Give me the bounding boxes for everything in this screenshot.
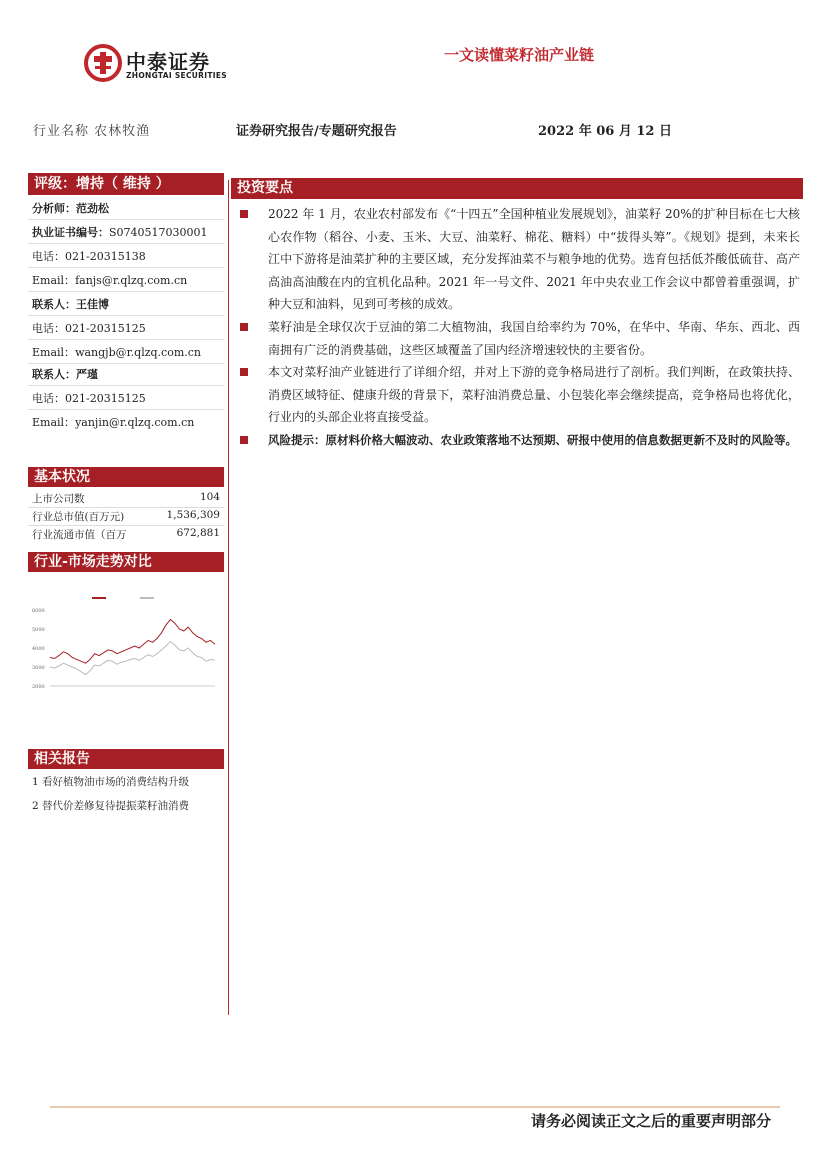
related-report-item[interactable]: 1 看好植物油市场的消费结构升级: [32, 776, 190, 788]
zhongtai-logo-icon: [84, 44, 122, 82]
rating-banner: 评级：增持（ 维持 ）: [28, 173, 224, 195]
trend-chart: [30, 588, 220, 718]
brand-name-cn: 中泰证券: [126, 50, 210, 74]
divider: [28, 385, 224, 386]
investment-bullets: [240, 203, 800, 452]
y-tick-label: 2000: [32, 684, 45, 690]
basic-row: 上市公司数 104: [32, 491, 220, 505]
footer-disclaimer: 请务必阅读正文之后的重要声明部分: [530, 1112, 771, 1130]
bullet-square-icon: [240, 368, 248, 376]
investment-title: 投资要点: [237, 180, 293, 196]
report-date: 2022 年 06 月 12 日: [538, 124, 672, 139]
email-line[interactable]: Email：wangjb@r.qlzq.com.cn: [32, 346, 202, 359]
bullet-item: 2022 年 1 月，农业农村部发布《“十四五”全国种植业发展规划》，油菜籽 20%的扩种目标在七大核心农作物（稻谷、小麦、玉米、大豆、油菜籽、棉花、糖料）中“拔得头筹”。《规划》提到，未来长江中下游将是油菜扩种的主要区域，充分发挥油菜不与粮争地的优势。选育包括低芥酸低硫苷、高产高油高油酸在内的宜机化品种。2021 年一号文件、2021 年中央农业工作会议中都曾着重强调，扩种大豆和油料，见到可考核的成效。: [240, 203, 800, 316]
contact-line: 联系人：王佳博: [32, 298, 109, 311]
divider: [28, 363, 224, 364]
related-reports-header: 相关报告: [28, 749, 224, 769]
basic-info-header: 基本状况: [28, 467, 224, 487]
y-tick-label: 5000: [32, 627, 45, 633]
y-tick-label: 6000: [32, 608, 45, 614]
divider: [28, 291, 224, 292]
phone-line: 电话：021-20315125: [32, 322, 146, 335]
related-report-item[interactable]: 2 替代价差修复待提振菜籽油消费: [32, 800, 190, 812]
contact-line: 联系人：严瑾: [32, 368, 98, 381]
investment-header: [231, 178, 803, 199]
divider: [28, 507, 224, 508]
divider: [28, 267, 224, 268]
report-type: 证券研究报告/专题研究报告: [236, 124, 397, 139]
industry-name: 行业名称 农林牧渔: [33, 124, 151, 139]
series-line-1: [50, 620, 215, 664]
plot-area: [50, 620, 215, 675]
bullet-square-icon: [240, 210, 248, 218]
phone-line: 电话：021-20315138: [32, 250, 146, 263]
y-tick-label: 4000: [32, 646, 45, 652]
email-line[interactable]: Email：fanjs@r.qlzq.com.cn: [32, 274, 188, 287]
divider: [28, 409, 224, 410]
divider: [28, 339, 224, 340]
brand-name-en: ZHONGTAI SECURITIES: [126, 71, 227, 80]
document-title: 一文读懂菜籽油产业链: [443, 46, 594, 64]
cert-line: 执业证书编号：S0740517030001: [32, 226, 208, 239]
basic-row: 行业总市值(百万元) 1,536,309: [32, 509, 220, 523]
bullet-square-icon: [240, 436, 248, 444]
bullet-item: 本文对菜籽油产业链进行了详细介绍，并对上下游的竞争格局进行了剖析。我们判断，在政策扶持、消费区域特征、健康升级的背景下，菜籽油消费总量、小包装化率会继续提高，竞争格局也将优化，行业内的头部企业将直接受益。: [240, 361, 800, 429]
bullet-item: 菜籽油是全球仅次于豆油的第二大植物油，我国自给率约为 70%，在华中、华南、华东、西北、西南拥有广泛的消费基础，这些区域覆盖了国内经济增速较快的主要省份。: [240, 316, 800, 361]
risk-warning: 风险提示：原材料价格大幅波动、农业政策落地不达预期、研报中使用的信息数据更新不及时的风险等。: [240, 429, 800, 452]
phone-line: 电话：021-20315125: [32, 392, 146, 405]
trend-header: 行业-市场走势对比: [28, 552, 224, 572]
analyst-line: 分析师：范劲松: [32, 202, 109, 215]
divider: [28, 243, 224, 244]
footer-line: [50, 1106, 780, 1108]
y-axis: [32, 608, 45, 690]
brand-logo-block: [84, 44, 234, 88]
divider: [28, 525, 224, 526]
email-line[interactable]: Email：yanjin@r.qlzq.com.cn: [32, 416, 195, 429]
divider: [28, 315, 224, 316]
bullet-square-icon: [240, 323, 248, 331]
divider: [28, 219, 224, 220]
column-divider: [228, 180, 229, 1015]
basic-row: 行业流通市值（百万 672,881: [32, 527, 220, 541]
y-tick-label: 3000: [32, 665, 45, 671]
